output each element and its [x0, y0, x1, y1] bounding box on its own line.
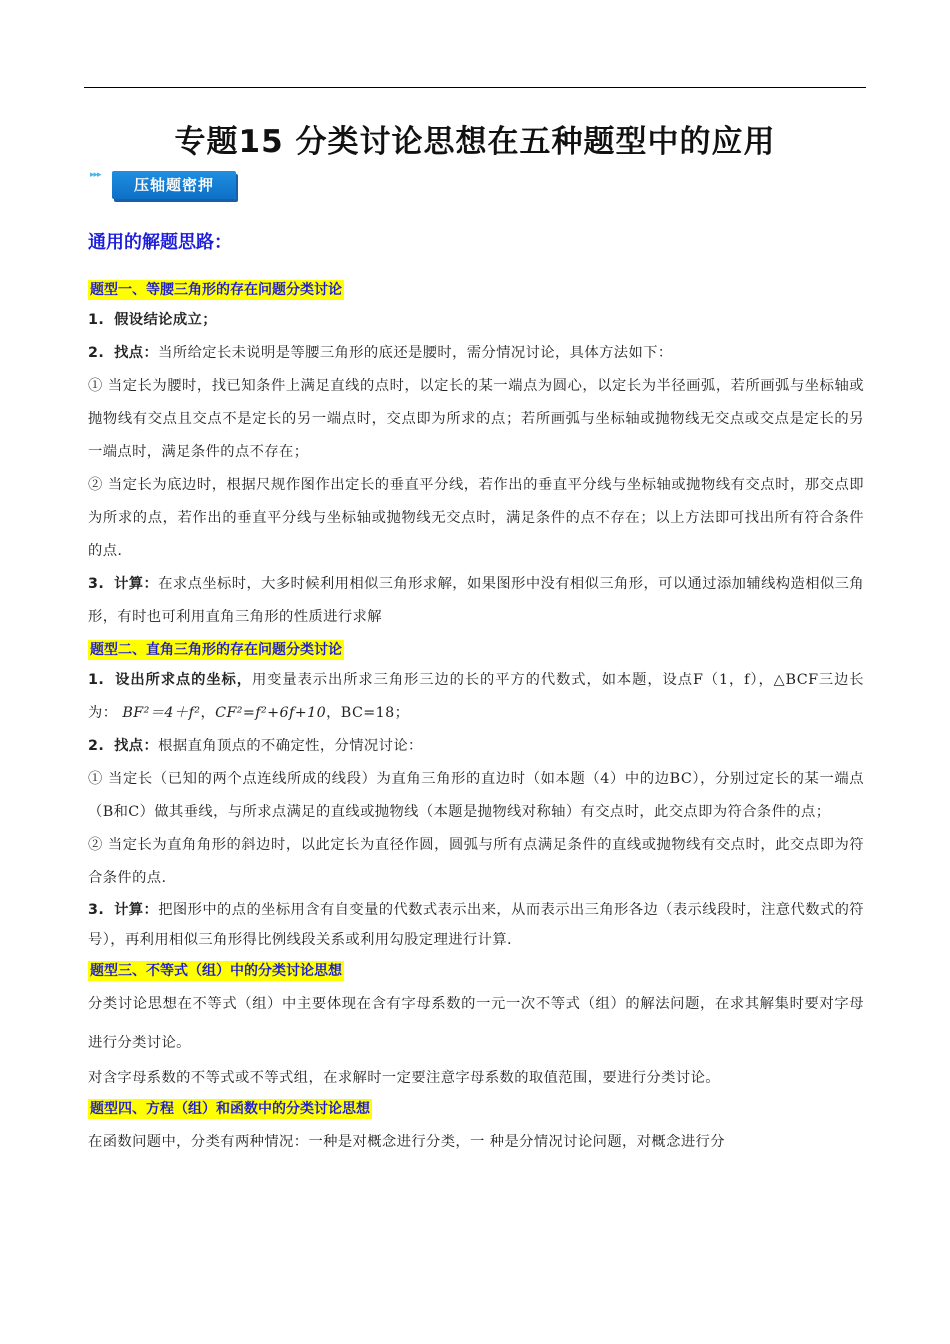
s1-l1-num: 1.: [88, 312, 105, 328]
s2-l1-text: 用变量表示出所求三角形三边的长的平方的代数式，如本题，设点F（1，f），△BCF三边长为：: [88, 672, 865, 721]
s1-line-3: ① 当定长为腰时，找已知条件上满足直线的点时，以定长的某一端点为圆心，以定长为半径画弧，若所画弧与坐标轴或抛物线有交点且交点不是定长的另一端点时，交点即为所求的点；若所画弧与坐标轴或抛物线无交点或交点是定长的另一端点时，满足条件的点不存在；: [88, 378, 864, 460]
section-4: [88, 1093, 864, 1162]
formula-cf: CF²=f²+6f+10: [215, 705, 327, 721]
s1-l5-num: 3.: [88, 576, 105, 592]
s2-l2-key: 找点：: [114, 738, 159, 754]
s2-line-2: [88, 730, 864, 763]
document-title: 专题15 分类讨论思想在五种题型中的应用: [174, 124, 776, 160]
s2-line-4: ② 当定长为直角角形的斜边时，以此定长为直径作圆，圆弧与所有点满足条件的直线或抛物线有交点时，此交点即为符合条件的点.: [88, 837, 864, 886]
section-4-heading: 题型四、方程（组）和函数中的分类讨论思想: [90, 1101, 370, 1117]
document-body: [88, 226, 864, 1162]
s1-l1-key: 假设结论成立；: [114, 312, 217, 328]
s2-l1-key: 设出所求点的坐标，: [115, 672, 252, 688]
formula-bc: BC=18；: [340, 705, 410, 721]
s1-line-4: ② 当定长为底边时，根据尺规作图作出定长的垂直平分线，若作出的垂直平分线与坐标轴或抛物线有交点时，那交点即为所求的点，若作出的垂直平分线与坐标轴或抛物线无交点时，满足条件的点不存在；以上方法即可找出所有符合条件的点.: [88, 477, 864, 559]
s1-l2-num: 2.: [88, 345, 105, 361]
section-1-heading: 题型一、等腰三角形的存在问题分类讨论: [90, 282, 342, 298]
arrow-icon: ▸▸▸: [90, 170, 101, 180]
section-3: [88, 955, 864, 1093]
tag-box: [112, 171, 236, 199]
section-1: [88, 274, 864, 634]
s2-l5-num: 3.: [88, 902, 105, 918]
s2-line-5: [88, 895, 864, 955]
header-rule: [84, 87, 866, 88]
s1-l5-key: 计算：: [114, 576, 159, 592]
s1-line-2: [88, 337, 864, 370]
s2-l5-text: 把图形中的点的坐标用含有自变量的代数式表示出来，从而表示出三角形各边（表示线段时，注意代数式的符号），再利用相似三角形得比例线段关系或利用勾股定理进行计算.: [88, 902, 865, 948]
section-tag: [88, 166, 248, 204]
s3-paragraph-2: 对含字母系数的不等式或不等式组，在求解时一定要注意字母系数的取值范围，要进行分类讨论。: [88, 1070, 720, 1086]
s2-line-3: ① 当定长（已知的两个点连线所成的线段）为直角三角形的直边时（如本题（4）中的边BC），分别过定长的某一端点（B和C）做其垂线，与所求点满足的直线或抛物线（本题是抛物线对称轴）有交点时，此交点即为符合条件的点；: [88, 771, 864, 820]
s2-l1-num: 1.: [88, 672, 105, 688]
s2-line-1: 1. 设出所求点的坐标，用变量表示出所求三角形三边的长的平方的代数式，如本题，设点F（1，f），△BCF三边长为： BF²＝4＋f²，CF²=f²+6f+10，BC=18；: [88, 672, 865, 721]
section-3-heading: 题型三、不等式（组）中的分类讨论思想: [90, 963, 342, 979]
section-2: [88, 634, 864, 955]
tag-label: 压轴题密押: [133, 176, 214, 194]
s2-l2-text: 根据直角顶点的不确定性，分情况讨论：: [158, 738, 423, 754]
s3-paragraph-1: 分类讨论思想在不等式（组）中主要体现在含有字母系数的一元一次不等式（组）的解法问题，在求其解集时要对字母进行分类讨论。: [88, 996, 864, 1051]
s4-paragraph-1: 在函数问题中，分类有两种情况：一种是对概念进行分类，一 种是分情况讨论问题，对概念进行分: [88, 1134, 725, 1150]
s1-line-1: [88, 304, 864, 337]
s1-l2-key: 找点：: [114, 345, 159, 361]
s1-l2-text: 当所给定长未说明是等腰三角形的底还是腰时，需分情况讨论，具体方法如下：: [158, 345, 673, 361]
formula-bf: BF²＝4＋f²: [122, 705, 201, 721]
s2-l5-key: 计算：: [114, 902, 159, 918]
section-2-heading: 题型二、直角三角形的存在问题分类讨论: [90, 642, 342, 658]
general-heading: 通用的解题思路：: [88, 232, 232, 253]
s2-l2-num: 2.: [88, 738, 105, 754]
s1-l5-text: 在求点坐标时，大多时候利用相似三角形求解，如果图形中没有相似三角形，可以通过添加辅线构造相似三角形，有时也可利用直角三角形的性质进行求解: [88, 576, 865, 625]
s1-line-5: [88, 568, 864, 634]
